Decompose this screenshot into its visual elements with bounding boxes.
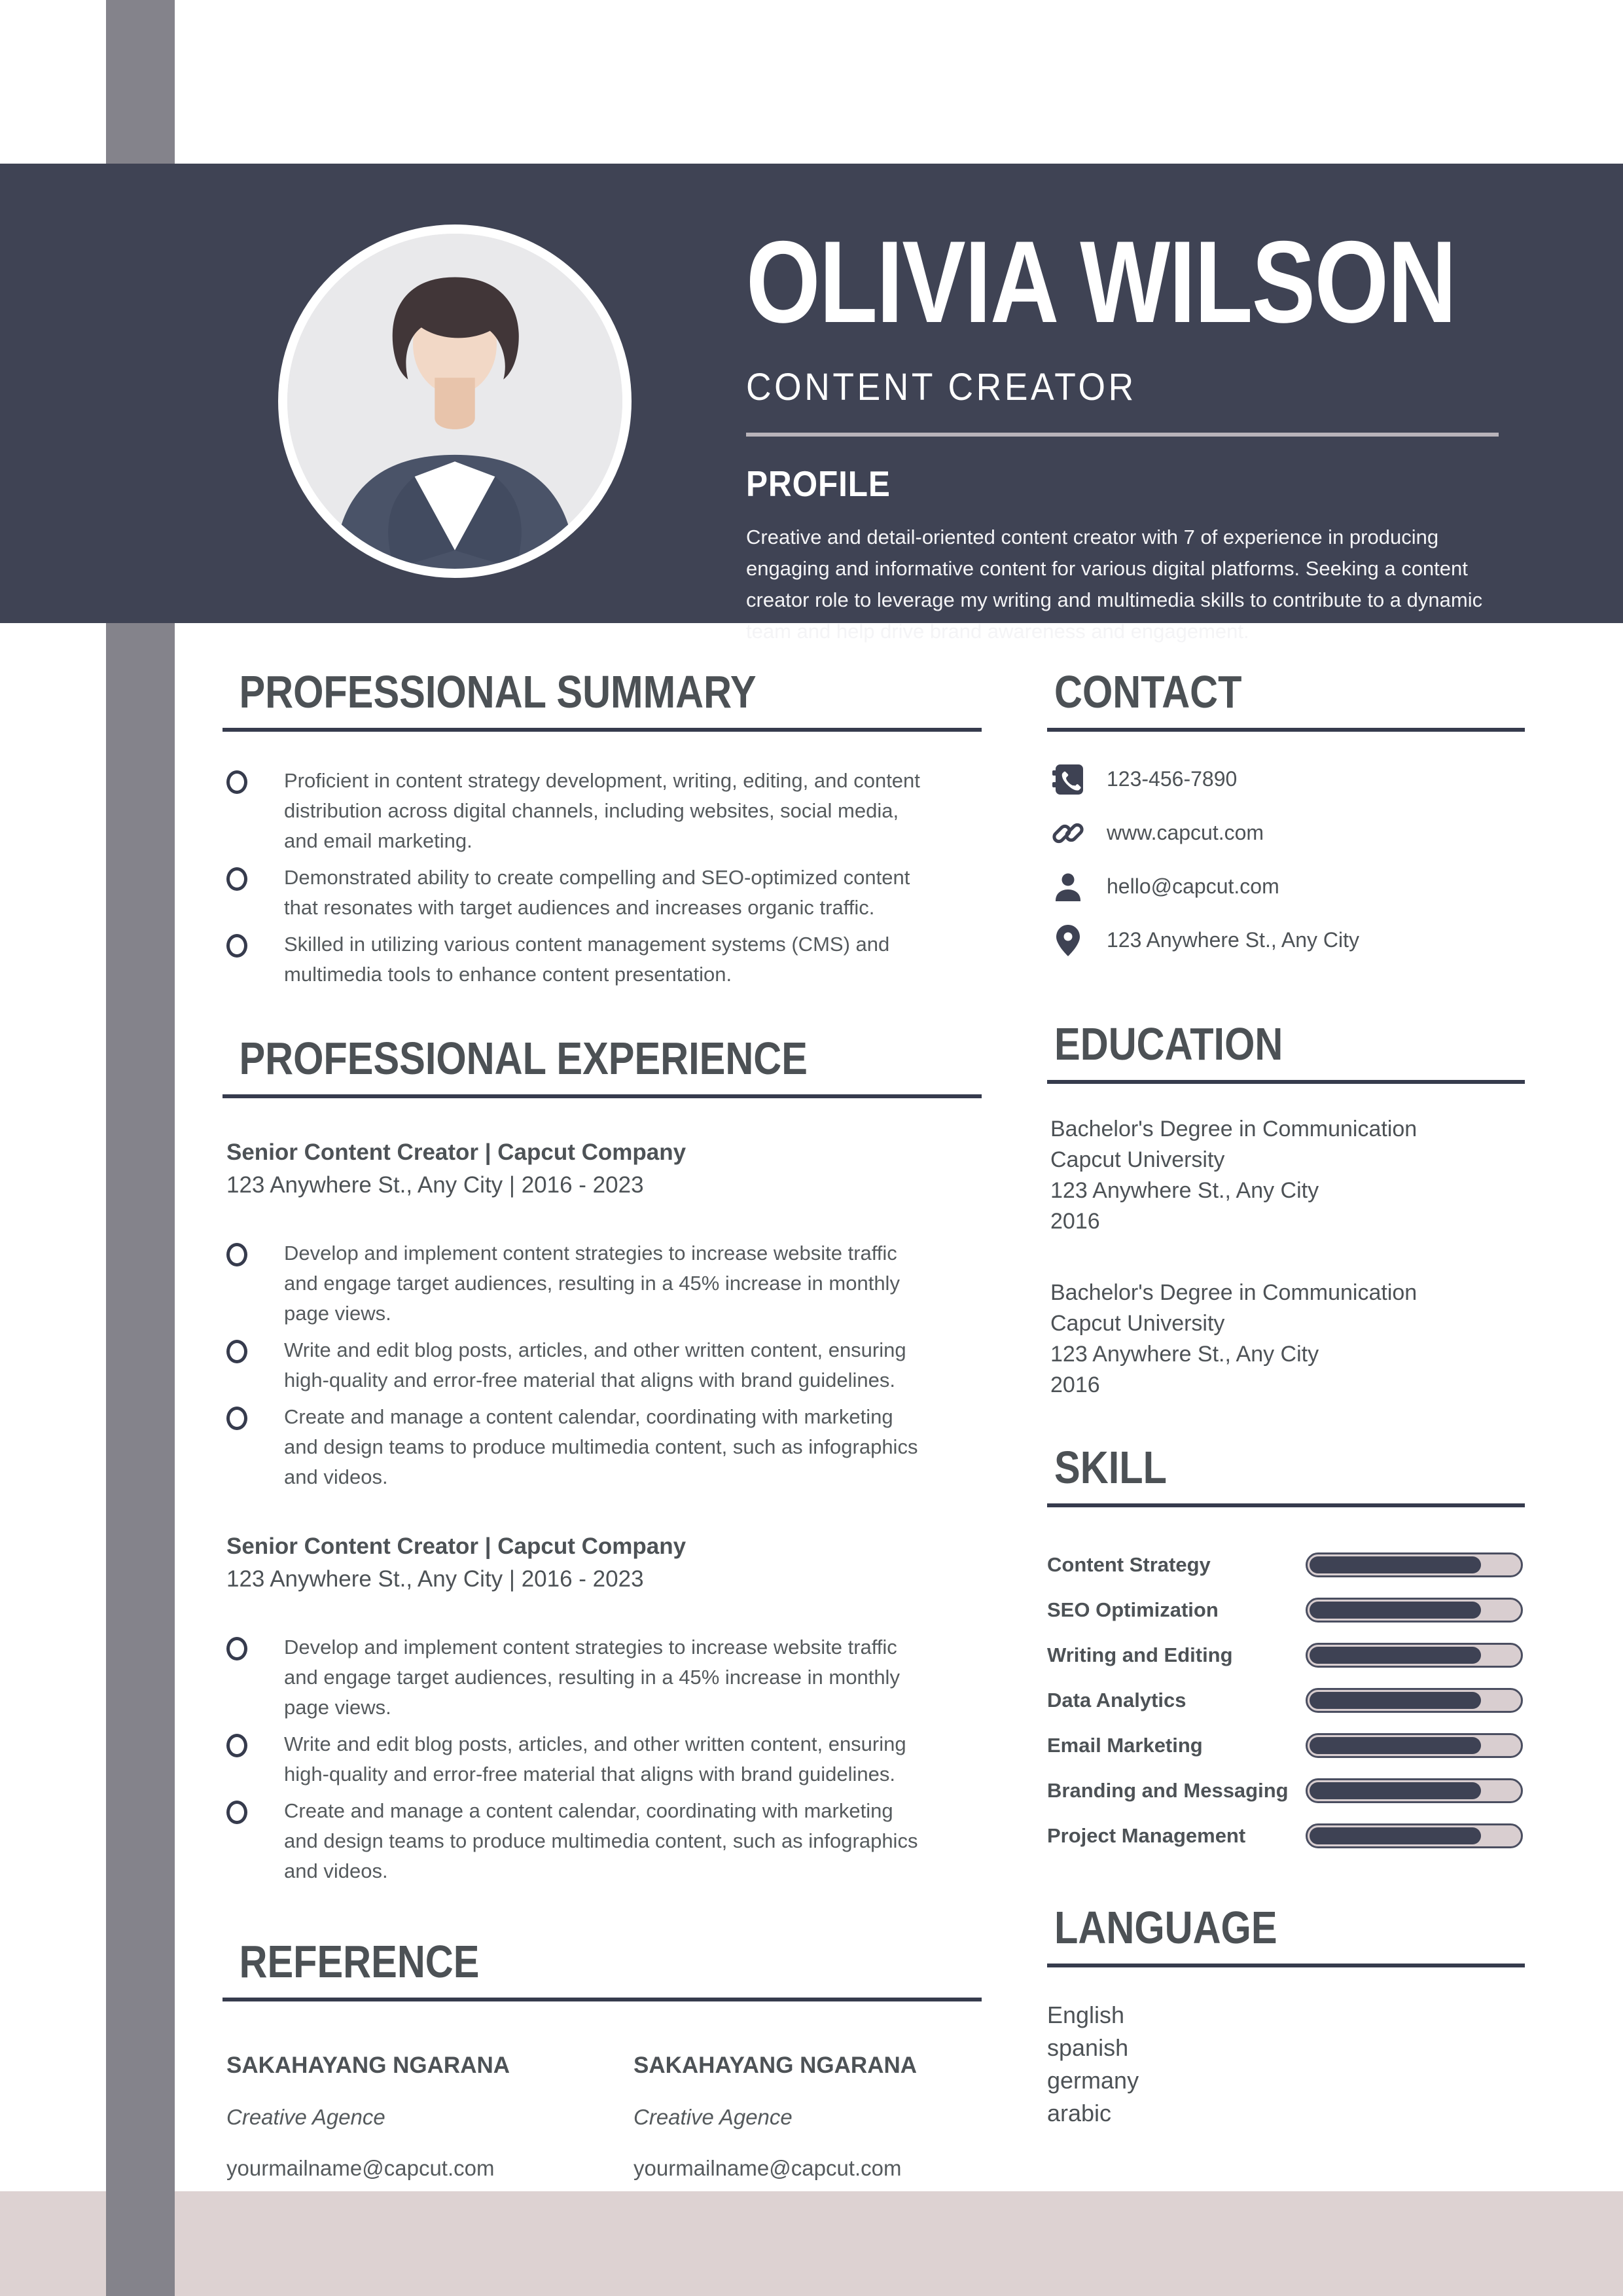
language-item: arabic (1047, 2099, 1112, 2126)
skill-label: Email Marketing (1047, 1734, 1203, 1757)
skill-bar-fill (1310, 1782, 1481, 1799)
skill-bar (1306, 1552, 1523, 1577)
education-underline (1047, 1080, 1525, 1084)
bullet-circle-icon (226, 1734, 247, 1757)
job-bullet: Write and edit blog posts, articles, and other written content, ensuring high-quality and error-free material that aligns with brand guidelines. (223, 1729, 982, 1789)
job-meta: 123 Anywhere St., Any City | 2016 - 2023 (226, 1172, 644, 1198)
skill-bar-fill (1310, 1827, 1481, 1844)
skill-row (1047, 1678, 1525, 1723)
skill-bar-fill (1310, 1556, 1481, 1573)
job-bullet: Create and manage a content calendar, coordinating with marketing and design teams to produce multimedia content, such as infographics and videos. (223, 1402, 982, 1492)
job-bullet: Develop and implement content strategies to increase website traffic and engage target audiences, resulting in a 45% increase in monthly page views. (223, 1238, 982, 1329)
skill-bar (1306, 1823, 1523, 1848)
section-contact (1047, 668, 1525, 977)
bullet-circle-icon (226, 1801, 247, 1824)
skill-bar (1306, 1733, 1523, 1758)
bullet-circle-icon (226, 1243, 247, 1266)
skill-bar (1306, 1688, 1523, 1713)
bullet-circle-icon (226, 1407, 247, 1430)
bullet-circle-icon (226, 1637, 247, 1660)
skill-bar (1306, 1778, 1523, 1803)
job-entry (223, 1530, 982, 1886)
section-language (1047, 1903, 1525, 2130)
location-pin-icon (1050, 923, 1086, 958)
contact-heading: CONTACT (1054, 666, 1242, 717)
language-item: English (1047, 2001, 1125, 2028)
language-heading: LANGUAGE (1054, 1902, 1277, 1953)
skill-bar-fill (1310, 1647, 1481, 1664)
education-school: Capcut University (1050, 1147, 1225, 1172)
reference-email-link[interactable]: yourmailname@capcut.com (633, 2155, 902, 2180)
education-entry (1050, 1114, 1525, 1237)
link-icon (1050, 816, 1086, 851)
contact-row-phone (1047, 762, 1525, 797)
reference-card (633, 2053, 982, 2181)
experience-underline (223, 1094, 982, 1098)
skill-label: Content Strategy (1047, 1553, 1211, 1577)
education-entry (1050, 1278, 1525, 1401)
skill-heading: SKILL (1054, 1442, 1167, 1493)
job-bullet: Write and edit blog posts, articles, and other written content, ensuring high-quality and error-free material that aligns with brand guidelines. (223, 1335, 982, 1395)
person-name: OLIVIA WILSON (746, 217, 1456, 347)
education-year: 2016 (1050, 1208, 1100, 1234)
education-school: Capcut University (1050, 1310, 1225, 1336)
skill-label: Branding and Messaging (1047, 1779, 1289, 1803)
job-title: Senior Content Creator | Capcut Company (226, 1139, 687, 1165)
contact-underline (1047, 728, 1525, 732)
reference-heading: REFERENCE (239, 1936, 480, 1987)
language-item: spanish (1047, 2034, 1129, 2061)
education-degree: Bachelor's Degree in Communication (1050, 1116, 1418, 1141)
contact-phone: 123-456-7890 (1107, 767, 1238, 791)
section-skill (1047, 1443, 1525, 1859)
job-meta: 123 Anywhere St., Any City | 2016 - 2023 (226, 1566, 644, 1592)
job-bullet: Create and manage a content calendar, coordinating with marketing and design teams to produce multimedia content, such as infographics and videos. (223, 1796, 982, 1886)
portrait-illustration (287, 234, 622, 569)
profile-text: Creative and detail-oriented content creator with 7 of experience in producing engaging and informative content for various digital platforms. Seeking a content creator role to leverage my writing and multimedia skills to contribute to a dynamic team and help drive brand awareness and engagement. (746, 526, 1483, 643)
bullet-circle-icon (226, 934, 247, 958)
bullet-circle-icon (226, 770, 247, 794)
contact-row-website (1047, 816, 1525, 851)
summary-bullet: Proficient in content strategy development, writing, editing, and content distribution across digital channels, including websites, social media, and email marketing. (223, 766, 982, 856)
skill-row (1047, 1543, 1525, 1588)
skill-bar (1306, 1598, 1523, 1623)
education-address: 123 Anywhere St., Any City (1050, 1341, 1319, 1367)
education-heading: EDUCATION (1054, 1018, 1283, 1069)
job-bullet: Develop and implement content strategies to increase website traffic and engage target audiences, resulting in a 45% increase in monthly page views. (223, 1632, 982, 1723)
summary-bullet: Skilled in utilizing various content management systems (CMS) and multimedia tools to enhance content presentation. (223, 929, 982, 990)
reference-company: Creative Agence (226, 2104, 385, 2129)
header-divider (746, 433, 1499, 437)
header-band (0, 164, 1623, 643)
contact-address: 123 Anywhere St., Any City (1107, 928, 1359, 952)
bullet-circle-icon (226, 1340, 247, 1363)
education-year: 2016 (1050, 1372, 1100, 1397)
job-title: Senior Content Creator | Capcut Company (226, 1533, 687, 1559)
skill-label: Writing and Editing (1047, 1643, 1233, 1667)
section-professional-summary (223, 668, 982, 996)
skill-row (1047, 1633, 1525, 1678)
skill-row (1047, 1768, 1525, 1814)
contact-row-email (1047, 869, 1525, 905)
skill-label: Data Analytics (1047, 1689, 1186, 1712)
education-degree: Bachelor's Degree in Communication (1050, 1280, 1418, 1305)
skill-row (1047, 1588, 1525, 1633)
summary-heading: PROFESSIONAL SUMMARY (239, 666, 757, 717)
skill-label: Project Management (1047, 1824, 1246, 1848)
summary-underline (223, 728, 982, 732)
reference-company: Creative Agence (633, 2104, 793, 2129)
reference-name: SAKAHAYANG NGARANA (633, 2052, 918, 2078)
skill-bar-fill (1310, 1737, 1481, 1754)
reference-name: SAKAHAYANG NGARANA (226, 2052, 510, 2078)
reference-email-link[interactable]: yourmailname@capcut.com (226, 2155, 495, 2180)
skill-label: SEO Optimization (1047, 1598, 1219, 1622)
education-address: 123 Anywhere St., Any City (1050, 1177, 1319, 1203)
avatar (278, 224, 632, 578)
profile-heading: PROFILE (746, 463, 891, 504)
reference-underline (223, 1998, 982, 2001)
contact-website-link[interactable]: www.capcut.com (1107, 821, 1264, 845)
reference-card (226, 2053, 575, 2181)
experience-heading: PROFESSIONAL EXPERIENCE (239, 1033, 808, 1084)
person-icon (1050, 869, 1086, 905)
skill-row (1047, 1814, 1525, 1859)
contact-email-link[interactable]: hello@capcut.com (1107, 874, 1279, 899)
section-reference (223, 1937, 982, 2181)
skill-bar-fill (1310, 1602, 1481, 1619)
section-education (1047, 1020, 1525, 1401)
section-professional-experience (223, 1034, 982, 1893)
summary-bullet: Demonstrated ability to create compelling and SEO-optimized content that resonates with target audiences and increases organic traffic. (223, 863, 982, 923)
bullet-circle-icon (226, 867, 247, 891)
skill-underline (1047, 1503, 1525, 1507)
skill-row (1047, 1723, 1525, 1768)
contact-row-address (1047, 923, 1525, 958)
phone-book-icon (1050, 762, 1086, 797)
skill-bar (1306, 1643, 1523, 1668)
skill-bar-fill (1310, 1692, 1481, 1709)
language-underline (1047, 1964, 1525, 1967)
language-item: germany (1047, 2066, 1139, 2094)
person-role: CONTENT CREATOR (746, 366, 1137, 408)
bottom-accent-band (0, 2191, 1623, 2296)
job-entry (223, 1136, 982, 1492)
